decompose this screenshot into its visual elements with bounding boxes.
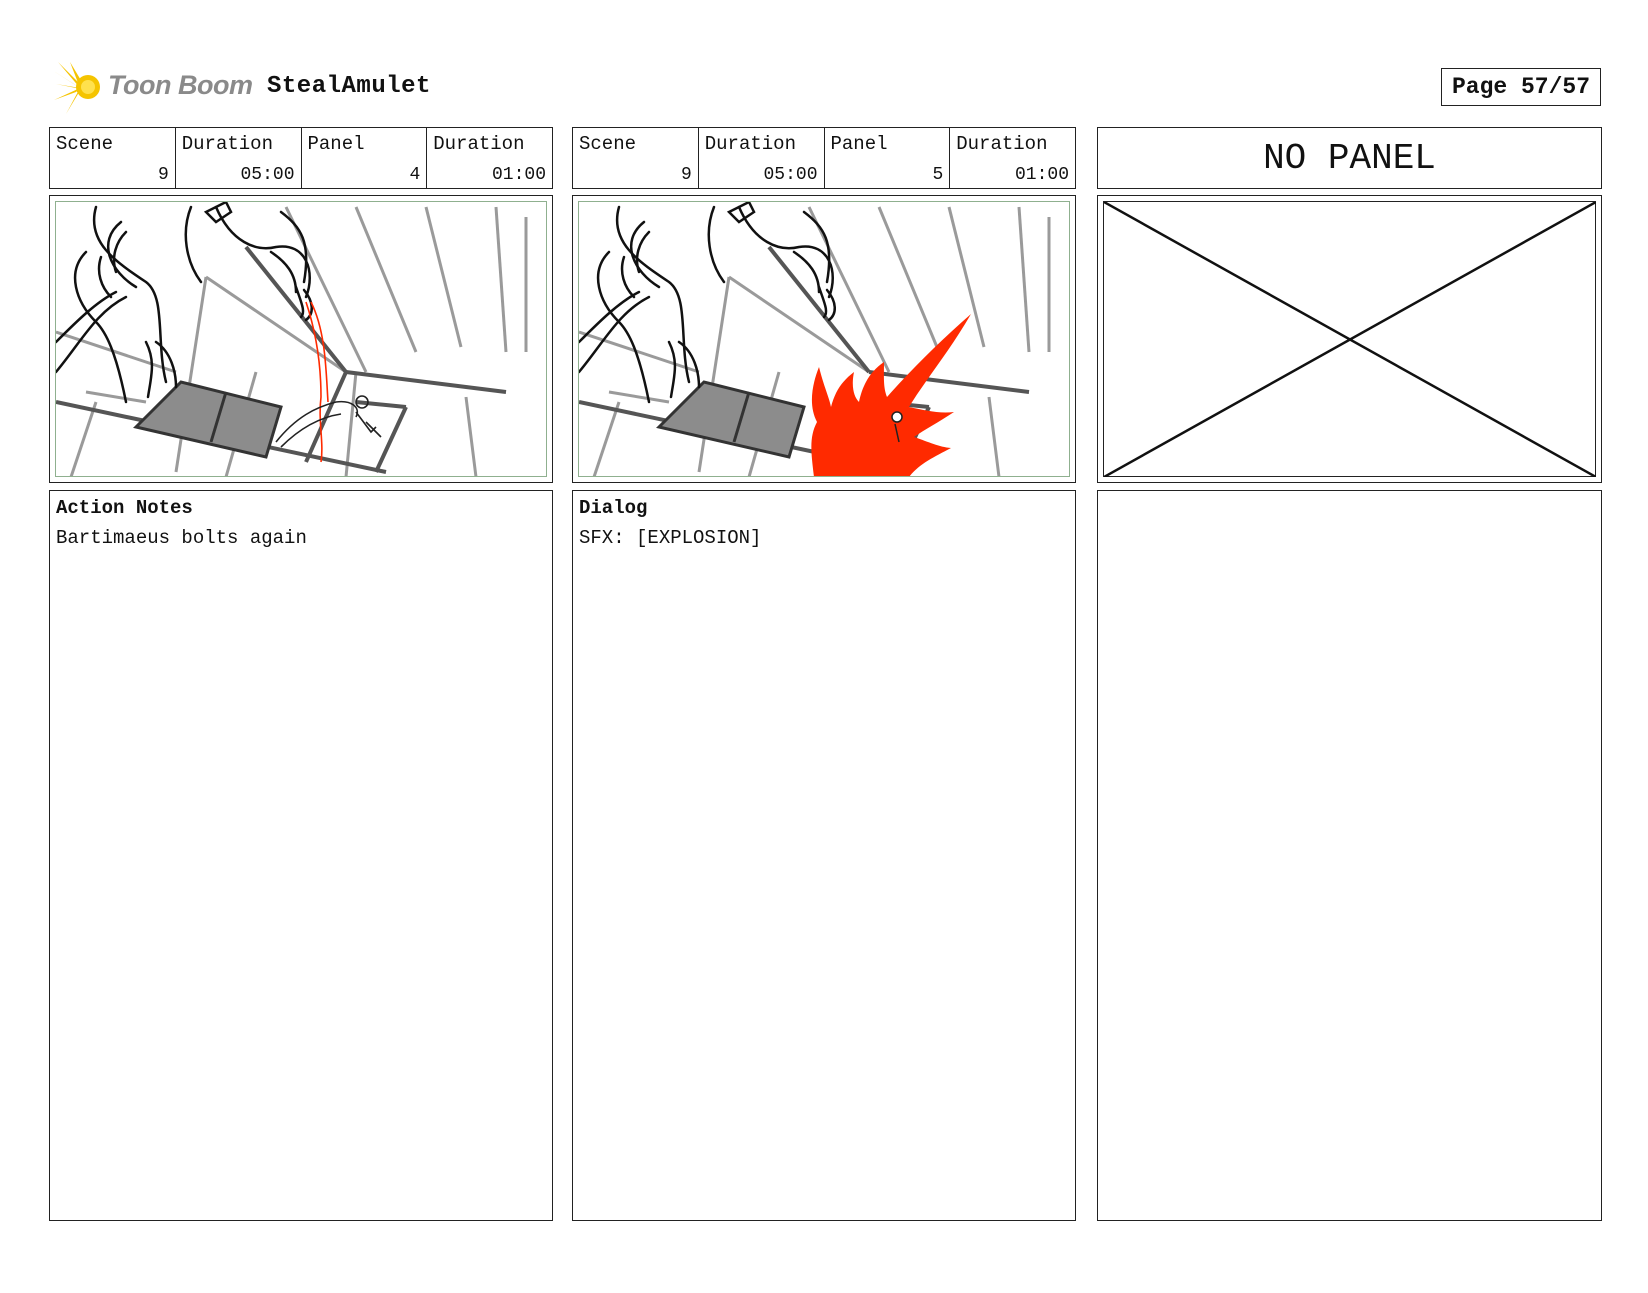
panel-duration-label: Duration (433, 133, 525, 155)
scene-duration-value: 05:00 (763, 165, 818, 185)
panel-duration-value: 01:00 (1014, 165, 1069, 185)
action-notes-box[interactable] (49, 490, 553, 1221)
panel-info-table (49, 127, 553, 189)
starburst-icon (52, 60, 112, 116)
storyboard-frame[interactable] (572, 195, 1076, 483)
panel-duration-value: 01:00 (491, 165, 546, 185)
toon-boom-logo (52, 60, 252, 116)
sketch-image (578, 201, 1070, 477)
no-panel-label: NO PANEL (1097, 127, 1602, 189)
panel-duration-label: Duration (956, 133, 1048, 155)
panel-duration-cell (950, 128, 1075, 188)
project-title: StealAmulet (267, 73, 431, 100)
empty-frame-cross (1103, 201, 1596, 477)
panel-cell (302, 128, 428, 188)
scene-duration-cell (699, 128, 825, 188)
scene-duration-cell (176, 128, 302, 188)
scene-duration-value: 05:00 (240, 165, 295, 185)
scene-value: 9 (157, 165, 169, 185)
notes-text: Bartimaeus bolts again (56, 527, 307, 549)
sketch-image (55, 201, 547, 477)
dialog-notes-box[interactable] (572, 490, 1076, 1221)
page-indicator: Page 57/57 (1441, 68, 1601, 106)
storyboard-frame[interactable] (49, 195, 553, 483)
panel-label: Panel (307, 133, 365, 155)
scene-duration-label: Duration (704, 133, 796, 155)
scene-label: Scene (579, 133, 637, 155)
scene-cell (50, 128, 176, 188)
scene-value: 9 (680, 165, 692, 185)
scene-cell (573, 128, 699, 188)
panel-cell (825, 128, 951, 188)
scene-label: Scene (56, 133, 114, 155)
empty-notes-box (1097, 490, 1602, 1221)
notes-heading: Action Notes (56, 497, 193, 519)
scene-duration-label: Duration (181, 133, 273, 155)
panel-value: 5 (932, 165, 944, 185)
panel-label: Panel (830, 133, 888, 155)
logo-text: Toon Boom (108, 70, 253, 100)
panel-info-table (572, 127, 1076, 189)
notes-text: SFX: [EXPLOSION] (579, 527, 762, 549)
empty-frame (1097, 195, 1602, 483)
notes-heading: Dialog (579, 497, 648, 519)
panel-duration-cell (427, 128, 552, 188)
panel-value: 4 (409, 165, 421, 185)
